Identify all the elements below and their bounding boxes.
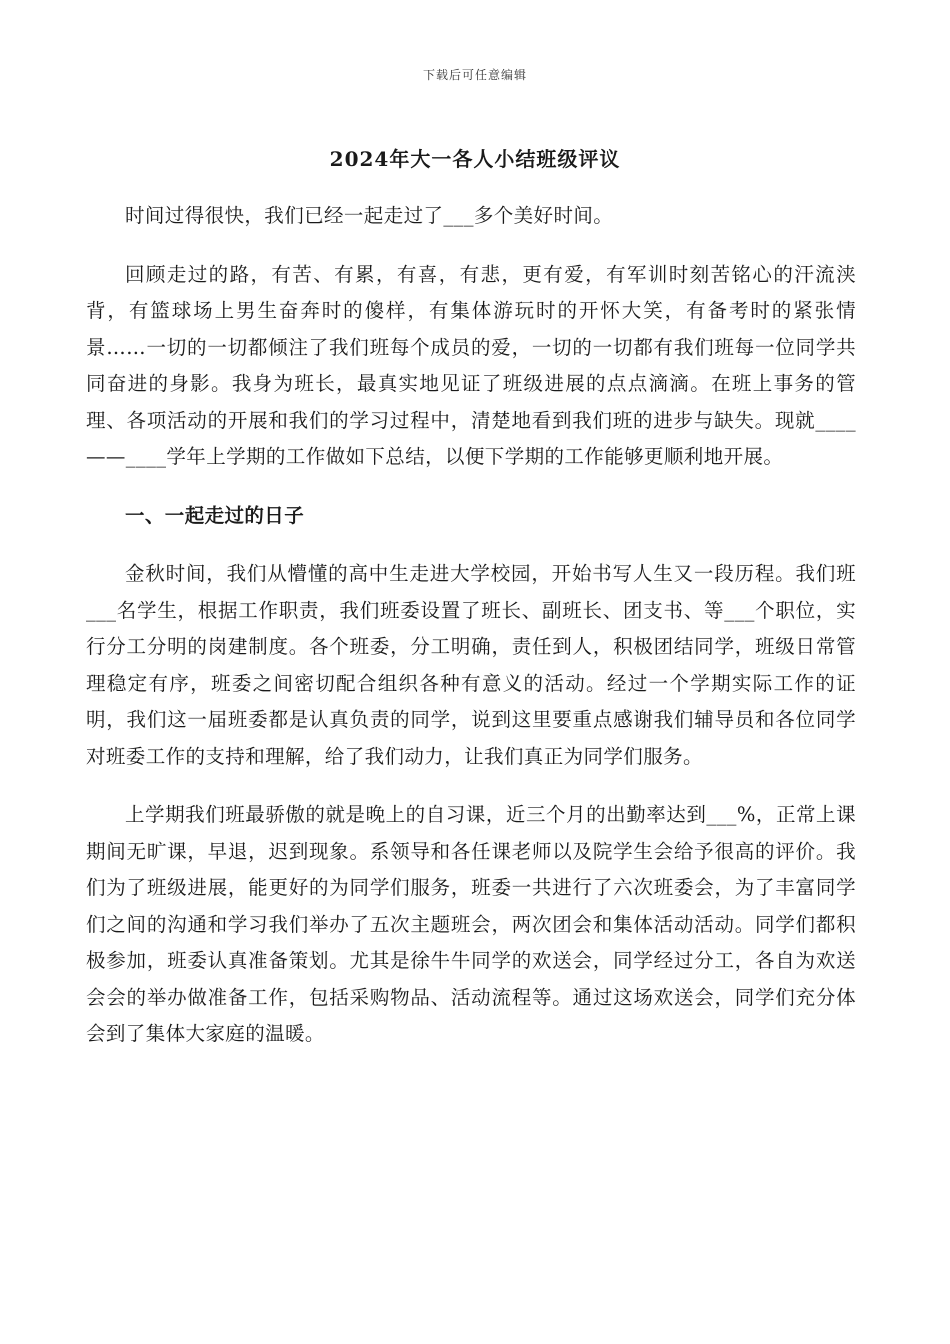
paragraph-class-committee: 金秋时间，我们从懵懂的高中生走进大学校园，开始书写人生又一段历程。我们班___名学生，根据工作职责，我们班委设置了班长、副班长、团支书、等___个职位，实行分工分明的岗建制度。各个班委，分工明确，责任到人，积极团结同学，班级日常管理稳定有序，班委之间密切配合组织各种有意义的活动。经过一个学期实际工作的证明，我们这一届班委都是认真负责的同学，说到这里要重点感谢我们辅导员和各位同学对班委工作的支持和理解，给了我们动力，让我们真正为同学们服务。 [86, 562, 856, 768]
paragraph-attendance: 上学期我们班最骄傲的就是晚上的自习课，近三个月的出勤率达到___%，正常上课期间无旷课，早退，迟到现象。系领导和各任课老师以及院学生会给予很高的评价。我们为了班级进展，能更好的为同学们服务，班委一共进行了六次班委会，为了丰富同学们之间的沟通和学习我们举办了五次主题班会，两次团会和集体活动活动。同学们都积极参加，班委认真准备策划。尤其是徐牛牛同学的欢送会，同学经过分工，各自为欢送会会的举办做准备工作，包括采购物品、活动流程等。通过这场欢送会，同学们充分体会到了集体大家庭的温暖。 [86, 803, 856, 1045]
paragraph-review: 回顾走过的路，有苦、有累，有喜，有悲，更有爱，有军训时刻苦铭心的汗流浃背，有篮球场上男生奋奔时的傻样，有集体游玩时的开怀大笑，有备考时的紧张情景……一切的一切都倾注了我们班每个成员的爱，一切的一切都有我们班每一位同学共同奋进的身影。我身为班长，最真实地见证了班级进展的点点滴滴。在班上事务的管理、各项活动的开展和我们的学习过程中，清楚地看到我们班的进步与缺失。现就____——____学年上学期的工作做如下总结，以便下学期的工作能够更顺利地开展。 [86, 262, 856, 468]
section-heading: 一、一起走过的日子 [125, 503, 305, 527]
paragraph-intro: 时间过得很快，我们已经一起走过了___多个美好时间。 [125, 204, 614, 227]
document-title: 2024年大一各人小结班级评议 [329, 147, 621, 171]
header-note: 下载后可任意编辑 [422, 68, 527, 82]
document-body [86, 198, 856, 1053]
